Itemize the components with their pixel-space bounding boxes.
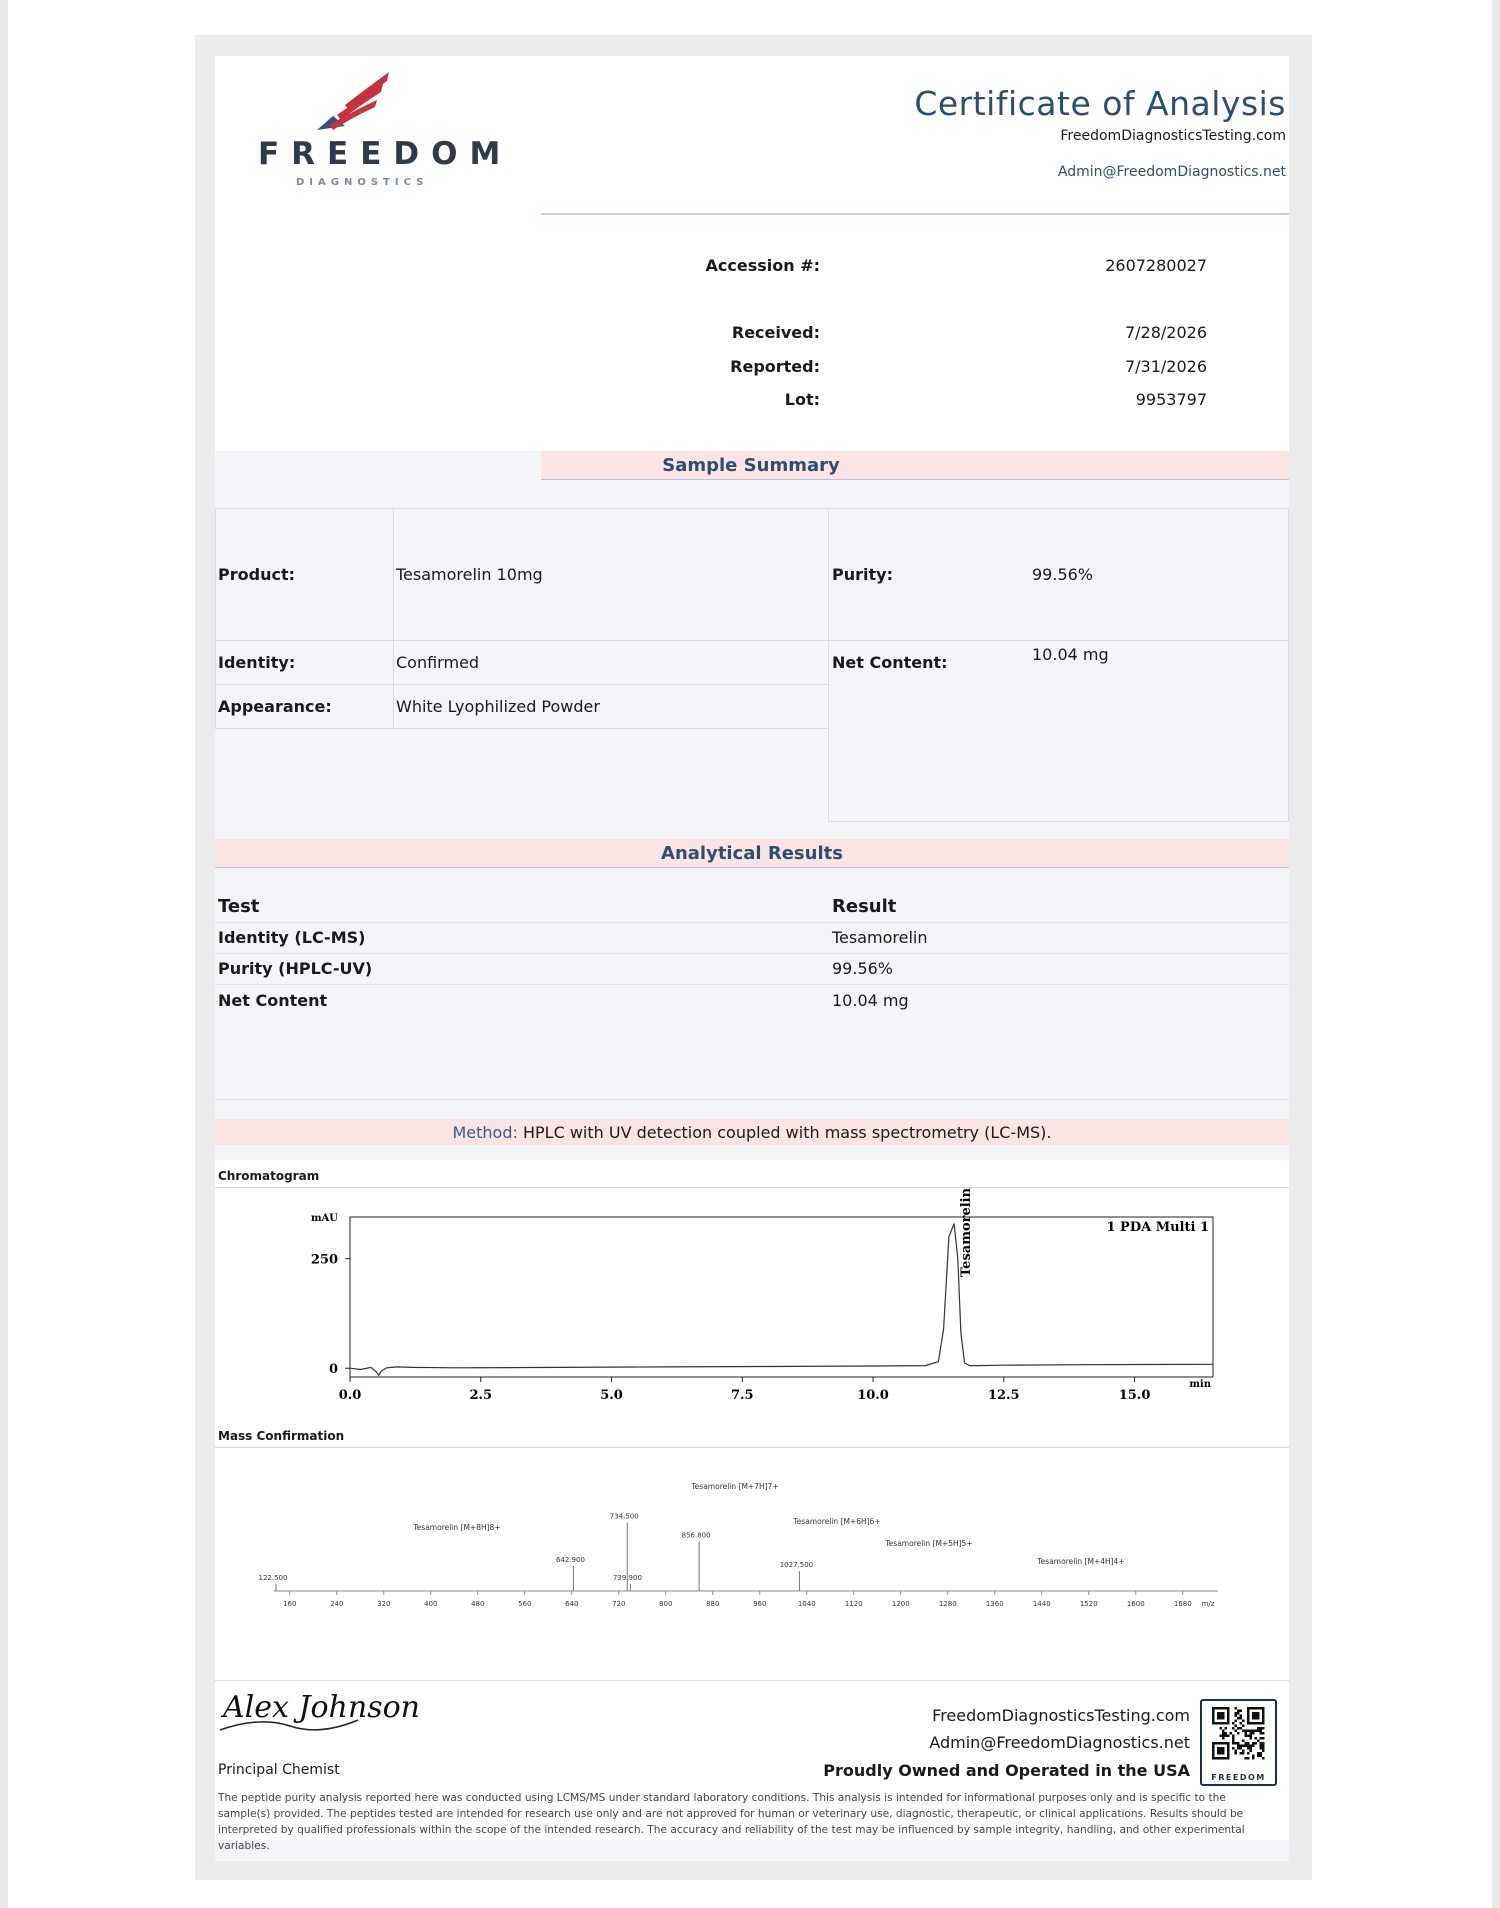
mass-x-tick-label: 560: [518, 1600, 532, 1608]
footer-rule: [215, 1680, 1289, 1681]
qr-module: [1257, 1755, 1260, 1758]
chromatogram-x-tick-label: 10.0: [857, 1388, 889, 1403]
qr-module: [1260, 1732, 1263, 1735]
qr-module: [1252, 1745, 1255, 1748]
qr-code-icon: [1200, 1699, 1277, 1786]
qr-module: [1225, 1732, 1228, 1735]
qr-module: [1240, 1717, 1243, 1720]
chromatogram-x-tick-label: 15.0: [1118, 1388, 1151, 1403]
qr-module: [1235, 1707, 1238, 1710]
lot-value: 9953797: [1135, 390, 1207, 409]
qr-module: [1237, 1742, 1240, 1745]
mass-x-tick-label: 1120: [844, 1600, 863, 1608]
lot-label: Lot:: [784, 390, 820, 409]
qr-module: [1237, 1727, 1240, 1730]
results-result-header: Result: [832, 896, 897, 917]
mass-spectrum-chart: [215, 1482, 1289, 1616]
qr-module: [1240, 1710, 1243, 1713]
chromatogram-rule: [215, 1187, 1289, 1188]
qr-module: [1242, 1745, 1245, 1748]
disclaimer-text: The peptide purity analysis reported here was conducted using LCMS/MS under standard laboratory conditions. This analysis is intended for informational purposes only and is specific to the sample(s) provided. The peptides tested are intended for research use only and are not approved for human or veterinary use, diagnostic, therapeutic, or clinical applications. Results should be interpreted by qualified professionals within the scope of the intended research. The accuracy and reliability of the test may be influenced by sample integrity, handling, and other experimental variables.: [218, 1792, 1245, 1852]
mass-x-tick-label: 960: [753, 1600, 767, 1608]
mass-peak-label: 734.500: [609, 1512, 639, 1521]
qr-module: [1247, 1742, 1250, 1745]
mass-x-tick-label: 1360: [985, 1600, 1004, 1608]
mass-rule: [215, 1447, 1289, 1448]
qr-module: [1240, 1715, 1243, 1718]
mass-annotation: Tesamorelin [M+8H]8+: [413, 1523, 501, 1532]
qr-module: [1227, 1735, 1230, 1738]
accession-label: Accession #:: [705, 256, 820, 275]
flag-wing-logo-icon: [315, 70, 395, 132]
logo-wordmark: FREEDOM: [258, 136, 513, 172]
qr-module: [1260, 1745, 1263, 1748]
qr-module: [1250, 1732, 1253, 1735]
chromatogram-x-tick-label: 7.5: [730, 1388, 754, 1403]
chromatogram-plot-frame: [350, 1217, 1213, 1377]
sample-summary-title: Sample Summary: [662, 455, 840, 476]
mass-peak-label: 642.900: [555, 1555, 585, 1564]
results-test-purity: Purity (HPLC-UV): [218, 959, 373, 978]
reported-label: Reported:: [730, 357, 820, 376]
document-frame: [195, 35, 1312, 1880]
appearance-value: White Lyophilized Powder: [396, 697, 600, 716]
qr-module: [1252, 1742, 1255, 1745]
qr-module: [1232, 1735, 1235, 1738]
qr-module: [1235, 1752, 1238, 1755]
qr-module: [1240, 1727, 1243, 1730]
qr-module: [1252, 1732, 1255, 1735]
accession-value: 2607280027: [1105, 256, 1207, 275]
results-value-net-content: 10.04 mg: [832, 991, 909, 1010]
mass-x-tick-label: 1520: [1079, 1600, 1098, 1608]
qr-module: [1252, 1755, 1255, 1758]
sample-summary-band: [541, 451, 1289, 480]
footer-email: Admin@FreedomDiagnostics.net: [929, 1733, 1190, 1752]
chromatogram-x-tick-label: 5.0: [600, 1388, 623, 1403]
qr-module: [1232, 1722, 1235, 1725]
qr-module: [1237, 1712, 1240, 1715]
qr-module: [1255, 1730, 1258, 1733]
qr-module: [1242, 1750, 1245, 1753]
method-key: Method:: [452, 1123, 518, 1142]
qr-finder-core: [1252, 1712, 1260, 1720]
results-rule: [215, 984, 1289, 985]
qr-module: [1245, 1745, 1248, 1748]
qr-module: [1222, 1737, 1225, 1740]
qr-module: [1255, 1737, 1258, 1740]
certificate-title: Certificate of Analysis: [914, 84, 1286, 123]
mass-annotation: Tesamorelin [M+4H]4+: [1037, 1557, 1125, 1566]
mass-annotation: Tesamorelin [M+5H]5+: [885, 1539, 973, 1548]
qr-module: [1250, 1750, 1253, 1753]
chromatogram-section-label: Chromatogram: [218, 1169, 320, 1183]
qr-module: [1222, 1732, 1225, 1735]
received-label: Received:: [731, 323, 820, 342]
footer-website: FreedomDiagnosticsTesting.com: [932, 1706, 1190, 1725]
qr-module: [1250, 1745, 1253, 1748]
qr-module: [1235, 1715, 1238, 1718]
qr-module: [1240, 1752, 1243, 1755]
qr-module: [1247, 1735, 1250, 1738]
qr-module: [1232, 1727, 1235, 1730]
qr-module: [1250, 1730, 1253, 1733]
mass-x-tick-label: 1440: [1032, 1600, 1051, 1608]
qr-module: [1262, 1757, 1265, 1760]
qr-module: [1222, 1730, 1225, 1733]
chromatogram-x-tick-label: 0.0: [338, 1388, 362, 1403]
qr-module: [1262, 1742, 1265, 1745]
qr-module: [1245, 1757, 1248, 1760]
chromatogram-legend: 1 PDA Multi 1: [1106, 1220, 1209, 1235]
header-divider: [541, 213, 1289, 215]
qr-module: [1257, 1740, 1260, 1743]
results-rule: [215, 953, 1289, 954]
qr-pattern: [1202, 1701, 1275, 1765]
qr-module: [1232, 1737, 1235, 1740]
chromatogram-y-axis-label: mAU: [310, 1213, 338, 1224]
results-test-header: Test: [218, 896, 260, 917]
net-content-label: Net Content:: [832, 653, 948, 672]
qr-module: [1237, 1747, 1240, 1750]
principal-chemist-label: Principal Chemist: [218, 1762, 340, 1778]
right-rail: [1492, 0, 1500, 1908]
mass-x-tick-label: 1680: [1173, 1600, 1192, 1608]
qr-module: [1235, 1750, 1238, 1753]
qr-module: [1247, 1757, 1250, 1760]
qr-module: [1260, 1755, 1263, 1758]
method-text: [215, 1123, 1289, 1142]
results-test-net-content: Net Content: [218, 991, 328, 1010]
qr-module: [1242, 1730, 1245, 1733]
mass-x-tick-label: 640: [565, 1600, 579, 1608]
qr-module: [1247, 1747, 1250, 1750]
qr-module: [1260, 1747, 1263, 1750]
qr-module: [1245, 1742, 1248, 1745]
signature: Alex Johnson: [223, 1690, 420, 1725]
results-value-identity: Tesamorelin: [832, 928, 928, 947]
mass-x-tick-label: 240: [330, 1600, 344, 1608]
qr-module: [1242, 1740, 1245, 1743]
qr-module: [1247, 1745, 1250, 1748]
mass-x-tick-label: 1040: [797, 1600, 816, 1608]
qr-finder-core: [1217, 1747, 1225, 1755]
qr-module: [1250, 1735, 1253, 1738]
mass-confirmation-section-label: Mass Confirmation: [218, 1429, 345, 1443]
qr-module: [1260, 1730, 1263, 1733]
qr-module: [1237, 1710, 1240, 1713]
qr-module: [1232, 1747, 1235, 1750]
mass-peak-label: 1027.500: [779, 1561, 814, 1570]
mass-x-tick-label: 880: [706, 1600, 720, 1608]
mass-x-tick-label: 720: [612, 1600, 626, 1608]
qr-module: [1257, 1752, 1260, 1755]
mass-x-axis-label: m/z: [1201, 1600, 1215, 1608]
mass-peak-label: 856.800: [681, 1531, 711, 1540]
qr-module: [1252, 1757, 1255, 1760]
net-content-value: 10.04 mg: [1032, 645, 1109, 664]
chromatogram-x-tick-label: 12.5: [987, 1388, 1020, 1403]
qr-module: [1260, 1737, 1263, 1740]
qr-module: [1245, 1735, 1248, 1738]
qr-module: [1262, 1737, 1265, 1740]
mass-x-tick-label: 400: [424, 1600, 438, 1608]
mass-peak-label: 122.500: [258, 1573, 288, 1582]
mass-annotation: Tesamorelin [M+7H]7+: [691, 1482, 779, 1491]
chromatogram-y-tick-label: 250: [310, 1252, 338, 1268]
qr-module: [1240, 1745, 1243, 1748]
qr-module: [1262, 1745, 1265, 1748]
qr-module: [1240, 1747, 1243, 1750]
qr-module: [1250, 1747, 1253, 1750]
qr-module: [1225, 1735, 1228, 1738]
header-email: Admin@FreedomDiagnostics.net: [1057, 164, 1286, 180]
mass-x-tick-label: 1600: [1126, 1600, 1145, 1608]
mass-x-tick-label: 160: [283, 1600, 297, 1608]
mass-annotation: Tesamorelin [M+6H]6+: [793, 1517, 881, 1526]
identity-label: Identity:: [218, 653, 296, 672]
qr-module: [1257, 1730, 1260, 1733]
qr-module: [1237, 1732, 1240, 1735]
qr-module: [1260, 1742, 1263, 1745]
qr-module: [1237, 1717, 1240, 1720]
qr-module: [1242, 1725, 1245, 1728]
product-value: Tesamorelin 10mg: [396, 565, 543, 584]
qr-module: [1232, 1740, 1235, 1743]
results-rule: [215, 922, 1289, 923]
method-description: HPLC with UV detection coupled with mass spectrometry (LC-MS).: [517, 1123, 1052, 1142]
qr-label: FREEDOM: [1211, 1773, 1266, 1782]
qr-module: [1240, 1722, 1243, 1725]
qr-module: [1235, 1720, 1238, 1723]
footer-tagline: Proudly Owned and Operated in the USA: [823, 1761, 1190, 1780]
signature-flourish-icon: [220, 1708, 360, 1738]
analytical-results-band: [215, 839, 1289, 868]
qr-module: [1235, 1712, 1238, 1715]
analytical-results-title: Analytical Results: [661, 843, 843, 864]
qr-module: [1242, 1752, 1245, 1755]
qr-finder-core: [1217, 1712, 1225, 1720]
chromatogram-x-tick-label: 2.5: [469, 1388, 493, 1403]
qr-module: [1235, 1742, 1238, 1745]
product-label: Product:: [218, 565, 295, 584]
results-rule: [215, 1099, 1289, 1100]
mass-x-tick-label: 320: [377, 1600, 391, 1608]
chromatogram-x-axis-label: min: [1189, 1379, 1211, 1390]
method-band: [215, 1119, 1289, 1145]
qr-module: [1220, 1735, 1223, 1738]
qr-module: [1257, 1727, 1260, 1730]
qr-module: [1252, 1730, 1255, 1733]
qr-module: [1220, 1727, 1223, 1730]
chromatogram-chart: [215, 1189, 1289, 1419]
left-rail: [0, 0, 8, 1908]
qr-module: [1237, 1745, 1240, 1748]
results-value-purity: 99.56%: [832, 959, 894, 978]
qr-module: [1247, 1730, 1250, 1733]
received-value: 7/28/2026: [1124, 323, 1207, 342]
certificate-sheet: [215, 56, 1289, 1861]
appearance-label: Appearance:: [218, 697, 332, 716]
qr-module: [1262, 1750, 1265, 1753]
qr-module: [1230, 1732, 1233, 1735]
chromatogram-peak-label: Tesamorelin: [959, 1187, 975, 1277]
header-website: FreedomDiagnosticsTesting.com: [1060, 128, 1286, 144]
chromatogram-y-tick-label: 0: [328, 1362, 338, 1378]
qr-module: [1255, 1742, 1258, 1745]
qr-module: [1242, 1720, 1245, 1723]
mass-x-tick-label: 1200: [891, 1600, 910, 1608]
qr-module: [1235, 1730, 1238, 1733]
logo-subtitle: DIAGNOSTICS: [296, 177, 429, 188]
qr-module: [1260, 1752, 1263, 1755]
results-test-identity: Identity (LC-MS): [218, 928, 366, 947]
purity-value: 99.56%: [1032, 565, 1094, 584]
qr-module: [1245, 1732, 1248, 1735]
identity-value: Confirmed: [396, 653, 480, 672]
qr-module: [1262, 1732, 1265, 1735]
mass-x-tick-label: 800: [659, 1600, 673, 1608]
qr-module: [1260, 1727, 1263, 1730]
qr-module: [1232, 1742, 1235, 1745]
reported-value: 7/31/2026: [1124, 357, 1207, 376]
purity-label: Purity:: [832, 565, 893, 584]
qr-module: [1225, 1727, 1228, 1730]
mass-x-tick-label: 1280: [938, 1600, 957, 1608]
qr-module: [1247, 1752, 1250, 1755]
qr-module: [1262, 1727, 1265, 1730]
qr-module: [1262, 1747, 1265, 1750]
qr-module: [1245, 1730, 1248, 1733]
qr-module: [1235, 1725, 1238, 1728]
qr-module: [1222, 1735, 1225, 1738]
qr-module: [1250, 1737, 1253, 1740]
mass-peak-label: 739.900: [612, 1573, 642, 1582]
mass-x-tick-label: 480: [471, 1600, 485, 1608]
chromatogram-trace: [350, 1224, 1213, 1376]
